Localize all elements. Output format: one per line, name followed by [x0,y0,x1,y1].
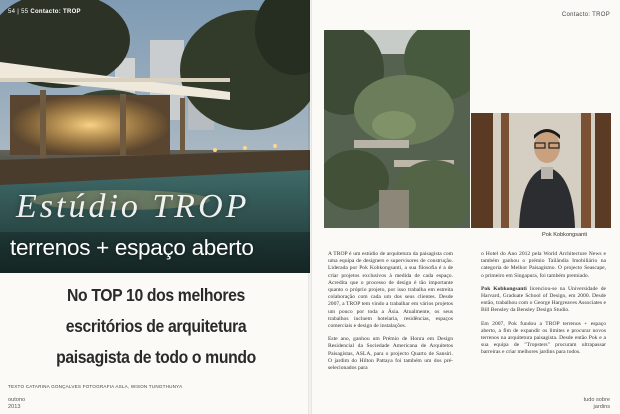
article-column-1 [328,251,453,378]
courtyard-photo-illustration [324,30,470,228]
column-1-paragraph-2: Este ano, ganhou um Prémio de Honra em Design Residencial da Sociedade Americana de Arquitetos Paisagistas, ASLA, para o projecto Quarto de Sansiri. O jardim do Hilton Pattaya foi também um dos pré-selecionados para [328,336,453,372]
section-label: Contacto: TROP [561,12,610,18]
right-page [310,0,620,414]
headline-line-1: No TOP 10 dos melhores [67,285,245,305]
folio-footer-left [8,397,25,411]
studio-title: Estúdio TROP [16,188,250,225]
folio-magazine-subtitle: jardins [593,404,610,410]
folio-page-numbers: 54 | 55 [8,9,29,15]
portrait-photo [471,113,611,228]
column-2-paragraph-1: o Hotel do Ano 2012 pela World Architecture News e também ganhou o prémio Tailândia Imobiliário na categoria de Melhor Paisagismo. O projecto Seascape, o primeiro em Singapura, foi também premiado. [481,251,606,279]
column-2-paragraph-3: Em 2007, Pok fundou a TROP terrenos + espaço aberto, a fim de expandir os limites e procurar novos terrenos na arquitetura paisagista. Desde então Pok e a sua equipa de "Tropsters" procuram ultrapassar barreiras e criar melhores jardins para todos. [481,320,606,356]
folio-year: 2013 [8,404,21,410]
folio-section: Contacto: TROP [30,9,81,15]
bio-text: licenciou-se na Universidade de Harvard, Graduate School of Design, em 2000. Desde então, trabalhou com o George Hargreaves Associates e Bill Bensley da Bensley Design Studio. [481,285,606,314]
courtyard-photo [324,30,470,228]
photo-credits: TEXTO CATARINA GONÇALVES FOTOGRAFIA ASLA, WISON TUNGTHUNYA [8,384,183,389]
article-column-2 [481,251,606,363]
hero-photo-illustration [0,0,310,273]
folio-issue: outono [8,397,26,403]
folio-magazine-title: tudo sobre [583,397,610,403]
bio-name: Pok Kobkongsanti [481,285,527,292]
page-gutter [308,0,312,414]
portrait-caption: Pok Kobkongsanti [542,232,588,238]
folio-header [8,9,81,15]
column-1-paragraph-1: A TROP é um estúdio de arquitetura da paisagista com uma equipa de designers e supervisores de construção. Liderada por Pok Kobkongsanti, a sua filosofia é a de criar projetos exclusivos à medida de cada espaço. Acredita que o processo de design é tão importante quanto o próprio projeto, por isso trabalha em estreita colaboração com cada um dos seus clientes. Desde 2007, a TROP tem vindo a trabalhar em vários projetos um pouco por toda a Ásia. Atualmente, os seus trabalhos incluem hotelaria, residências, espaços comerciais e design de instalações. [328,251,453,330]
headline-line-2: escritórios de arquitetura [65,316,247,336]
portrait-illustration [471,113,611,228]
hero-subtitle: terrenos + espaço aberto [10,235,254,260]
article-headline [30,280,282,373]
hero-photo [0,0,310,273]
column-2-paragraph-2 [481,286,606,315]
folio-footer-right [584,397,610,411]
headline-line-3: paisagista de todo o mundo [56,347,256,367]
